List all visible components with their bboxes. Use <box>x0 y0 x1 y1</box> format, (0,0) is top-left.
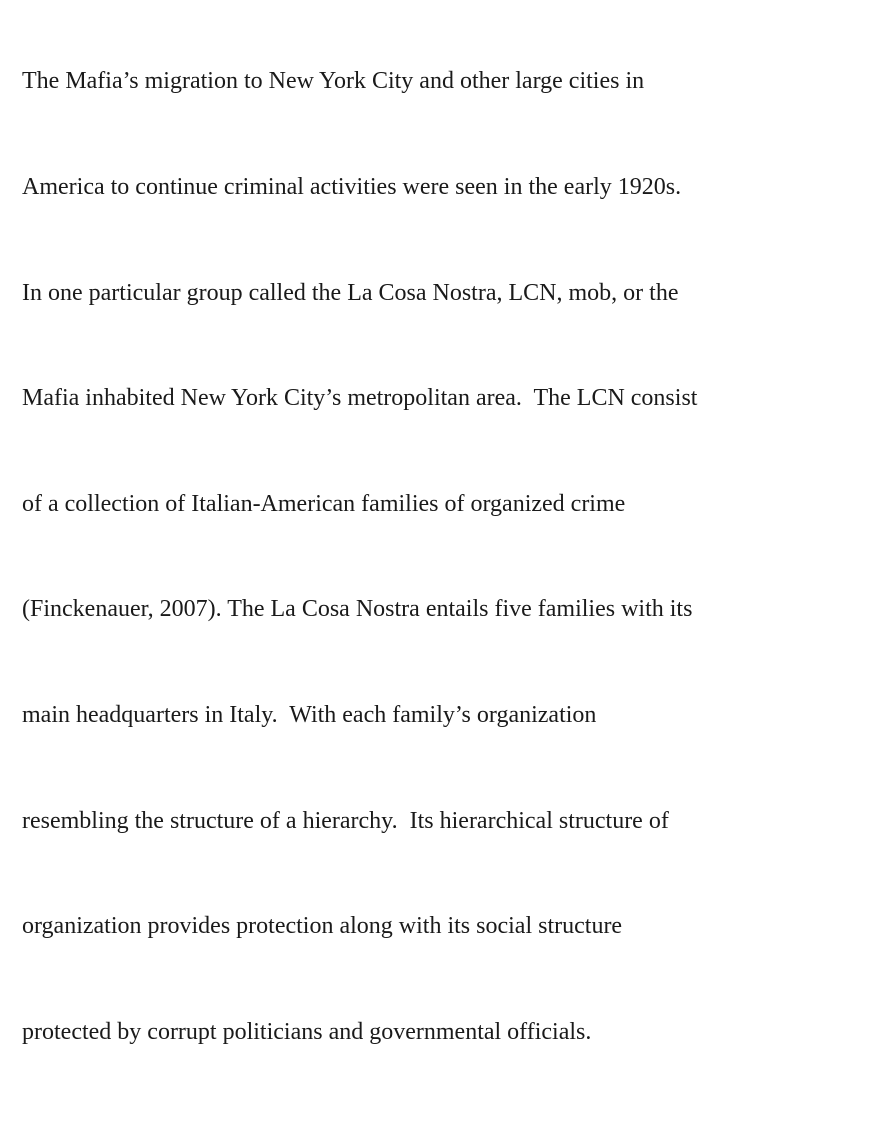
paragraph-line: America to continue criminal activities were seen in the early 1920s. <box>22 174 682 201</box>
paragraph-line: of a collection of Italian-American families of organized crime <box>22 490 626 517</box>
paragraph-line: organization provides protection along with its social structure <box>22 913 623 940</box>
paragraph-line: The Mafia’s migration to New York City and other large cities in <box>22 68 645 95</box>
paragraph-line: main headquarters in Italy. With each family’s organization <box>22 702 597 729</box>
paragraph-line: Mafia inhabited New York City’s metropolitan area. The LCN consist <box>22 385 698 412</box>
paragraph-line: (Finckenauer, 2007). The La Cosa Nostra entails five families with its <box>22 596 693 623</box>
paragraph-line: protected by corrupt politicians and governmental officials. <box>22 1018 592 1045</box>
body-paragraph <box>22 0 697 1121</box>
paragraph-line: In one particular group called the La Cosa Nostra, LCN, mob, or the <box>22 279 679 306</box>
paragraph-line: resembling the structure of a hierarchy. Its hierarchical structure of <box>22 807 669 834</box>
